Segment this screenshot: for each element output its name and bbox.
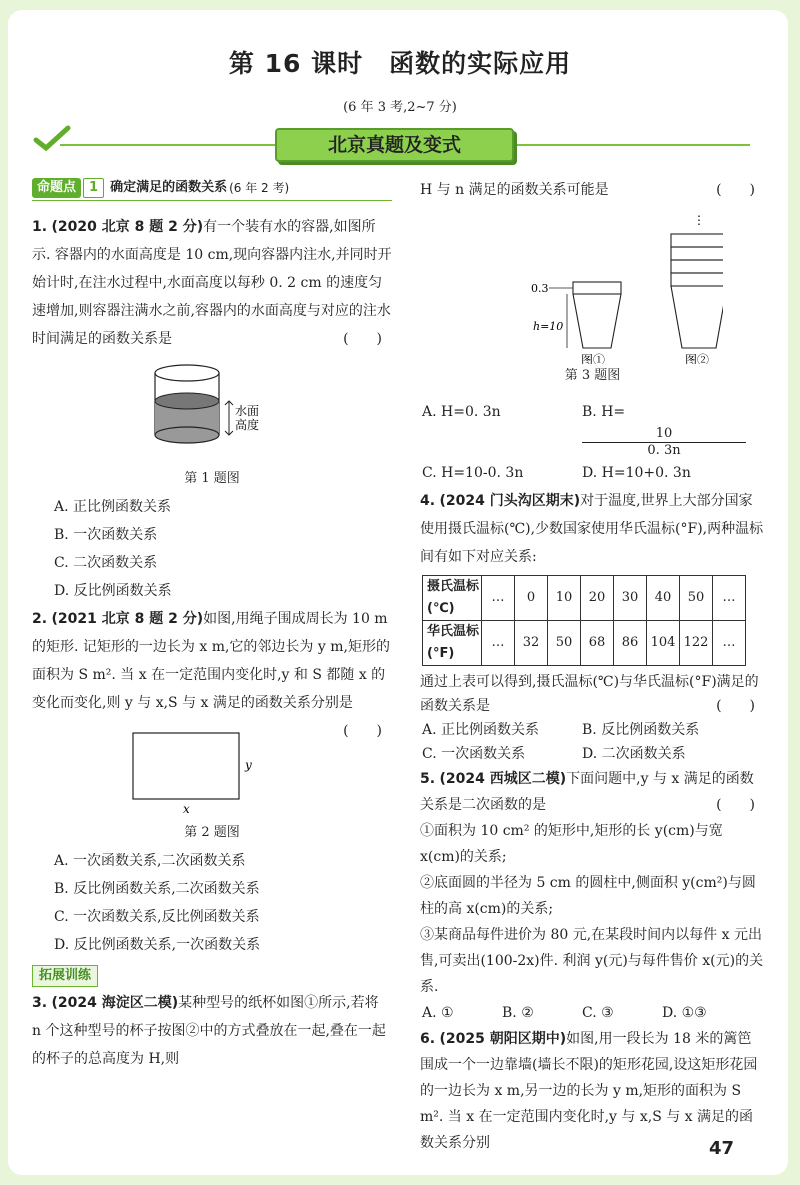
topic-number: 1 — [83, 178, 104, 198]
option-c: C. 二次函数关系 — [54, 555, 158, 571]
page-subtitle: (6 年 3 考,2~7 分) — [343, 100, 457, 115]
question-6 — [420, 1026, 765, 1156]
option-a: A. H=0. 3n — [422, 404, 501, 420]
expand-section — [32, 959, 392, 989]
table-cell: 10 — [548, 576, 581, 621]
question-number: 3. — [32, 995, 48, 1011]
table-cell: 104 — [647, 621, 680, 666]
question-3-cont — [420, 176, 765, 204]
option-a: A. ① — [422, 1005, 454, 1021]
options-row — [420, 742, 765, 766]
option-c: C. 一次函数关系,反比例函数关系 — [54, 909, 260, 925]
q5-item-3: ③某商品每件进价为 80 元,在某段时间内以每件 x 元出售,可卖出(100-2x)件. 利润 y(元)与每件售价 x(元)的关系. — [420, 927, 764, 995]
answer-paren: ( ) — [343, 723, 382, 739]
question-5 — [420, 766, 765, 818]
check-icon — [32, 124, 72, 154]
table-cell: 122 — [680, 621, 713, 666]
table-header: 华氏温标(°F) — [423, 621, 482, 666]
table-header: 摄氏温标(℃) — [423, 576, 482, 621]
options-row — [420, 459, 765, 487]
option-c: C. 一次函数关系 — [422, 746, 526, 762]
question-number: 1. — [32, 219, 48, 235]
table-cell: 40 — [647, 576, 680, 621]
table-cell: … — [482, 576, 515, 621]
question-1 — [32, 213, 392, 353]
question-text: 如图,用一段长为 18 米的篱笆围成一个一边靠墙(墙长不限)的矩形花园,设这矩形花园的一边长为 x m,另一边的长为 y m,矩形的面积为 S m². 当 x 在一定范围内变化时,y 与 x,S 与 x 满足的函数关系分别 — [420, 1031, 758, 1151]
topic-tag: 命题点 — [32, 178, 81, 198]
question-source: (2024 西城区二模) — [439, 771, 567, 787]
figure-3 — [420, 204, 765, 364]
table-row — [423, 576, 746, 621]
question-number: 4. — [420, 493, 436, 509]
options-row — [420, 1000, 765, 1026]
option-d: D. ①③ — [662, 1005, 707, 1021]
option-a: A. 正比例函数关系 — [422, 722, 540, 738]
figure-label: x — [182, 802, 190, 816]
question-text: 下面问题中,y 与 x 满足的函数关系是二次函数的是 — [420, 771, 754, 813]
table-cell: 30 — [614, 576, 647, 621]
left-column — [32, 176, 392, 1073]
option-c: C. H=10-0. 3n — [422, 465, 524, 481]
question-source: (2024 海淀区二模) — [51, 995, 179, 1011]
option-c: C. ③ — [582, 1005, 614, 1021]
option-d: D. 反比例函数关系,一次函数关系 — [54, 937, 261, 953]
question-4 — [420, 487, 765, 571]
question-text: 对于温度,世界上大部分国家使用摄氏温标(℃),少数国家使用华氏温标(°F),两种温标间有如下对应关系: — [420, 493, 764, 565]
question-text: H 与 n 满足的函数关系可能是 — [420, 182, 609, 198]
table-cell: 86 — [614, 621, 647, 666]
question-number: 6. — [420, 1031, 436, 1047]
question-source: (2024 门头沟区期末) — [439, 493, 581, 509]
option-b: B. 反比例函数关系 — [582, 722, 700, 738]
answer-paren: ( ) — [716, 797, 755, 813]
table-cell: … — [713, 621, 746, 666]
temperature-table — [422, 575, 746, 666]
topic-header — [32, 176, 392, 201]
option-b: B. ② — [502, 1005, 534, 1021]
question-text: 某种型号的纸杯如图①所示,若将 n 个这种型号的杯子按图②中的方式叠放在一起,叠在一起的杯子的总高度为 H,则 — [32, 995, 386, 1067]
fraction — [582, 426, 742, 459]
table-cell: 68 — [581, 621, 614, 666]
topic-title: 确定满足的函数关系 — [110, 180, 228, 195]
fraction-denominator: 0. 3n — [647, 443, 681, 458]
fraction-numerator: 10 — [582, 426, 746, 443]
question-source: (2020 北京 8 题 2 分) — [51, 219, 204, 235]
figure-label: h=10 — [532, 320, 563, 333]
figure-label: 高度 — [235, 418, 260, 432]
figure-caption: 第 2 题图 — [184, 825, 240, 840]
topic-note: (6 年 2 考) — [229, 181, 290, 195]
page-number: 47 — [708, 1138, 734, 1159]
option-b: B. 一次函数关系 — [54, 527, 158, 543]
table-cell: 50 — [680, 576, 713, 621]
table-row — [423, 621, 746, 666]
rectangle-figure — [113, 727, 263, 817]
figure-2 — [32, 727, 392, 819]
question-4-after — [420, 670, 765, 718]
table-cell: 0 — [515, 576, 548, 621]
option-d: D. H=10+0. 3n — [582, 465, 691, 481]
question-text: 通过上表可以得到,摄氏温标(℃)与华氏温标(°F)满足的函数关系是 — [420, 674, 759, 714]
option-d: D. 二次函数关系 — [582, 746, 686, 762]
answer-paren: ( ) — [716, 698, 755, 714]
table-cell: … — [713, 576, 746, 621]
figure-caption: 图① — [580, 353, 605, 364]
figure-1 — [32, 359, 392, 469]
table-cell: 32 — [515, 621, 548, 666]
options-row — [420, 718, 765, 742]
q5-item-2: ②底面圆的半径为 5 cm 的圆柱中,侧面积 y(cm²)与圆柱的高 x(cm)的关系; — [420, 875, 756, 917]
question-source: (2021 北京 8 题 2 分) — [51, 611, 204, 627]
cup-figure — [463, 204, 723, 364]
answer-paren: ( ) — [716, 182, 755, 198]
option-b — [582, 398, 742, 459]
expand-label: 拓展训练 — [32, 965, 98, 987]
question-number: 2. — [32, 611, 48, 627]
table-cell: … — [482, 621, 515, 666]
question-text: 有一个装有水的容器,如图所示. 容器内的水面高度是 10 cm,现向容器内注水,并同时开始计时,在注水过程中,水面高度以每秒 0. 2 cm 的速度匀速增加,则容器注满水之前,容器内的水面高度与对应的注水时间满足的函数关系是 — [32, 219, 392, 347]
section-banner: 北京真题及变式 — [275, 128, 514, 162]
answer-paren: ( ) — [343, 331, 382, 347]
option-d: D. 反比例函数关系 — [54, 583, 172, 599]
figure-caption: 图② — [684, 353, 709, 364]
option-a: A. 正比例函数关系 — [54, 499, 172, 515]
question-source: (2025 朝阳区期中) — [439, 1031, 567, 1047]
q5-item-1: ①面积为 10 cm² 的矩形中,矩形的长 y(cm)与宽 x(cm)的关系; — [420, 823, 723, 865]
figure-label: 0.3 — [530, 282, 548, 295]
figure-caption: 第 1 题图 — [184, 471, 240, 486]
figure-label: 水面 — [235, 404, 260, 418]
right-column — [420, 176, 765, 1156]
option-b: B. 反比例函数关系,二次函数关系 — [54, 881, 260, 897]
container-figure — [137, 359, 287, 454]
table-cell: 50 — [548, 621, 581, 666]
table-cell: 20 — [581, 576, 614, 621]
dots-icon: ⋮ — [692, 213, 705, 227]
page-title: 第 16 课时 函数的实际应用 — [228, 49, 572, 78]
figure-label: y — [244, 758, 252, 772]
question-text: 如图,用绳子围成周长为 10 m 的矩形. 记矩形的一边长为 x m,它的邻边长为 y m,矩形的面积为 S m². 当 x 在一定范围内变化时,y 和 S 都随 x 的变化而变化,则 y 与 x,S 与 x 满足的函数关系分别是 — [32, 611, 390, 711]
figure-caption: 第 3 题图 — [564, 368, 621, 383]
option-a: A. 一次函数关系,二次函数关系 — [54, 853, 246, 869]
question-number: 5. — [420, 771, 436, 787]
option-b-label: B. H= — [582, 404, 626, 420]
question-2 — [32, 605, 392, 739]
question-3 — [32, 989, 392, 1073]
options-row — [420, 398, 765, 459]
